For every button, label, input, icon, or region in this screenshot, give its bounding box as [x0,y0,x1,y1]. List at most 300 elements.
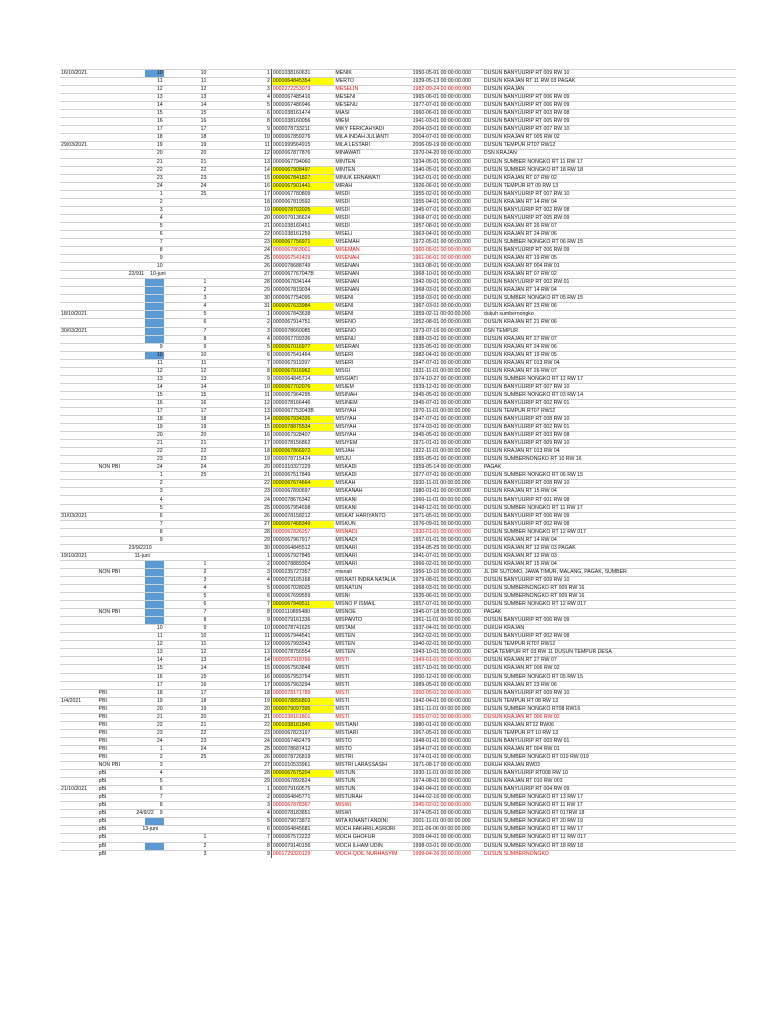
address-cell: DUSUN KRAJAN RT 27 RW 07 [483,335,736,343]
no-a-cell: 3 [145,206,163,214]
dob-cell: 1952-08-01 00:00:00.000 [412,319,483,327]
kk-number-cell: 28 [207,770,271,778]
no-b-cell: 24 [164,464,208,472]
id-number-cell: 0000067928407 [271,432,334,440]
group-cell [98,794,146,802]
name-cell: MERTO [334,78,411,86]
date-cell [60,834,98,842]
dob-cell: 1926-06-01 00:00:00.000 [412,182,483,190]
dob-cell: 1968-07-01 00:00:00.000 [412,214,483,222]
id-number-cell: 0000067767047B [271,271,334,279]
name-cell: MISIEM [334,383,411,391]
id-number-cell: 0000078889304 [271,560,334,568]
id-number-cell: 0000067944541 [271,633,334,641]
address-cell: DUSUN KRAJAN RT 26 RW 07 [483,222,736,230]
date-cell [60,416,98,424]
no-b-cell [164,528,208,536]
name-cell: MOCH ILHAM UDIN [334,842,411,850]
no-a-cell [145,279,163,287]
name-cell: MISTO [334,745,411,753]
address-cell: DUSUN SUMBER NONGKO RT 017RW 18 [483,810,736,818]
date-cell [60,263,98,271]
date-cell [60,214,98,222]
dob-cell: 1974-03-01 00:00:00.000 [412,424,483,432]
kk-number-cell: 10 [207,134,271,142]
address-cell: DUSUN KRAJAN RT 15 RW 04 [483,560,736,568]
address-cell: DUSUN SUMBER NONGKO RT 019 RW 019 [483,753,736,761]
no-b-cell: 2 [164,287,208,295]
name-cell: MISEMAN [334,247,411,255]
date-cell [60,689,98,697]
no-a-cell [145,834,163,842]
no-a-cell: 4 [145,770,163,778]
no-a-cell [145,311,163,319]
table-row [60,585,736,593]
no-a-cell: 13 [145,375,163,383]
group-cell [98,496,146,504]
group-label: pBI [98,842,107,849]
id-number-cell: 0000079073872 [271,818,334,826]
dob-cell: 1974-08-01 00:00:00.000 [412,778,483,786]
group-cell [98,70,146,78]
no-b-cell: 16 [164,118,208,126]
id-number-cell: 0000067819034 [271,287,334,295]
no-a-cell: 23 [145,174,163,182]
group-cell [98,689,146,697]
dob-cell: 1930-11-01 00:00:00.000 [412,770,483,778]
dob-cell: 1942-09-01 00:00:00.000 [412,279,483,287]
no-b-cell: 8 [164,335,208,343]
table-row [60,834,736,842]
kk-number-cell: 23 [207,238,271,246]
address-cell: DUSUN SUMBERNONGKO RT 009 RW 16 [483,593,736,601]
date-cell [60,649,98,657]
kk-number-cell: 4 [207,94,271,102]
id-number-cell: 0000067016977 [271,343,334,351]
no-a-cell [145,327,163,335]
group-label: pBI [98,770,107,777]
no-a-cell: 18 [145,134,163,142]
dob-cell: 1961-11-01 00:00:00.000 [412,617,483,625]
group-cell [98,150,146,158]
no-b-cell: 12 [164,86,208,94]
data-table [60,69,736,858]
dob-cell: 1945-07-18 00:00:00.000 [412,609,483,617]
dob-cell: 1950-05-01 00:00:00.000 [412,70,483,78]
dob-cell: 1951-11-01 00:00:00.000 [412,705,483,713]
table-row [60,222,736,230]
id-number-cell: 0000067028025 [271,585,334,593]
no-b-cell: 7 [164,609,208,617]
no-a-cell: 18 [145,689,163,697]
id-number-cell: 0000067702076 [271,383,334,391]
id-number-cell: 0000067967917 [271,536,334,544]
group-cell [98,399,146,407]
table-row [60,166,736,174]
kk-number-cell: 17 [207,440,271,448]
date-cell [60,729,98,737]
kk-number-cell: 16 [207,182,271,190]
dob-cell: 1945-07-01 00:00:00.000 [412,206,483,214]
table-row [60,343,736,351]
table-row [60,536,736,544]
group-cell [98,729,146,737]
no-b-cell [164,520,208,528]
address-cell: PAGAK [483,609,736,617]
id-number-cell: 0000067753043B [271,407,334,415]
no-a-cell [145,303,163,311]
dob-cell: 1930-11-01 00:00:00.000 [412,480,483,488]
id-number-cell: 0000067918766 [271,657,334,665]
no-a-cell: 21 [145,158,163,166]
name-cell: MISNO P ISMAIL [334,601,411,609]
name-cell: MISTEN [334,633,411,641]
no-b-cell: 23 [164,174,208,182]
no-a-cell: 6 [145,230,163,238]
id-number-cell: 0000067901441 [271,182,334,190]
dob-cell: 1989-05-01 00:00:00.000 [412,681,483,689]
no-b-cell: 11 [164,359,208,367]
id-number-cell: 0001038160056 [271,118,334,126]
date-cell [60,826,98,834]
date-cell [60,359,98,367]
kk-number-cell: 8 [207,842,271,850]
address-cell: DUSUN SUMBERNONGKO RT 10 RW 16 [483,456,736,464]
date-cell [60,753,98,761]
id-number-cell: 0000067823197 [271,729,334,737]
no-b-cell: 11 [164,641,208,649]
group-cell [98,206,146,214]
date-cell [60,496,98,504]
id-number-cell: 0000067866972 [271,448,334,456]
date-cell [60,102,98,110]
no-b-cell: 3 [164,576,208,584]
group-cell [98,641,146,649]
no-b-cell [164,496,208,504]
name-cell: misnati [334,568,411,576]
no-a-cell: 15 [145,665,163,673]
kk-number-cell: 3 [207,802,271,810]
table-row [60,287,736,295]
name-cell: MITA KINANTI ANDINI [334,818,411,826]
address-cell: DUSUN KRAJAN RT 12 RW 03 PAGAK [483,544,736,552]
dob-cell: 1957-01-01 00:00:00.000 [412,536,483,544]
dob-cell: 1948-01-01 00:00:00.000 [412,737,483,745]
table-row [60,762,736,770]
group-cell [98,560,146,568]
dob-cell: 1934-05-01 00:00:00.000 [412,158,483,166]
table-row [60,480,736,488]
date-cell [60,190,98,198]
address-cell: DUSUN SUMBER NONGKO RT 11 RW 17 [483,158,736,166]
name-cell: MOCH QOIL NURHASYIM [334,850,411,858]
name-cell: MISDI [334,214,411,222]
no-b-cell: 5 [164,593,208,601]
no-a-cell: 5 [145,778,163,786]
kk-number-cell: 5 [207,102,271,110]
date-cell [60,504,98,512]
name-cell: MISGI [334,367,411,375]
address-cell: DUSUN KRAJAN RT 006 RW 02 [483,713,736,721]
group-cell [98,818,146,826]
no-b-cell: 23 [164,737,208,745]
table-row [60,335,736,343]
dob-cell: 1947-07-01 00:00:00.000 [412,359,483,367]
table-row [60,697,736,705]
date-cell [60,794,98,802]
no-b-cell [164,214,208,222]
no-b-cell [164,544,208,552]
table-row [60,94,736,102]
table-row [60,786,736,794]
id-number-cell: 0000067878367 [271,802,334,810]
name-cell: MISDI [334,206,411,214]
name-cell: MISTI [334,705,411,713]
name-cell: MISIYAH [334,416,411,424]
kk-number-cell: 5 [207,818,271,826]
no-a-cell: 24 [145,737,163,745]
no-a-cell [145,617,163,625]
group-cell [98,295,146,303]
date-cell [60,391,98,399]
date-cell [60,375,98,383]
name-cell: MISINAH [334,391,411,399]
kk-number-cell: 25 [207,504,271,512]
group-label: pBI [98,826,107,833]
name-cell: MISWI [334,810,411,818]
no-a-cell: 13 [145,649,163,657]
id-number-cell: 0001038160451 [271,222,334,230]
sub-number-label: 22/911 [128,271,145,278]
name-cell: MISTI [334,689,411,697]
kk-number-cell: 9 [207,850,271,858]
dob-cell: 1971-08-17 00:00:00.000 [412,762,483,770]
group-cell [98,834,146,842]
group-cell [98,311,146,319]
id-number-cell: 0000067563848 [271,665,334,673]
table-row [60,174,736,182]
address-cell: DUSUN BANYUURIP RT008 RW 10 [483,770,736,778]
group-cell [98,174,146,182]
no-a-cell: 15 [145,391,163,399]
group-cell [98,681,146,689]
address-cell: DUSUN KRAJAN RT 26 RW 07 [483,367,736,375]
group-cell [98,762,146,770]
kk-number-cell: 9 [207,375,271,383]
dob-cell: 1935-05-01 00:00:00.000 [412,343,483,351]
no-b-cell: 4 [164,585,208,593]
no-b-cell: 22 [164,166,208,174]
dob-cell: 1941-07-01 00:00:00.000 [412,552,483,560]
id-number-cell: 0000078756554 [271,649,334,657]
name-cell: MIRAH [334,182,411,190]
dob-cell: 1957-08-01 00:00:00.000 [412,222,483,230]
address-cell: DUSUN BANYUURIP RT 002 RW 01 [483,399,736,407]
date-cell [60,560,98,568]
no-a-cell: 1 [145,745,163,753]
no-b-cell [164,810,208,818]
group-cell [98,126,146,134]
kk-number-cell: 27 [207,520,271,528]
date-cell [60,544,98,552]
dob-cell: 1930-01-01 00:00:00.000 [412,528,483,536]
dob-cell: 1949-01-01 00:00:00.000 [412,657,483,665]
no-a-cell: 20 [145,432,163,440]
group-cell [98,568,146,576]
kk-number-cell: 15 [207,424,271,432]
date-cell [60,810,98,818]
kk-number-cell: 19 [207,456,271,464]
kk-number-cell: 14 [207,416,271,424]
group-cell [98,230,146,238]
id-number-cell: 0000067794060 [271,158,334,166]
no-b-cell [164,480,208,488]
name-cell: MISIYEM [334,440,411,448]
date-cell [60,818,98,826]
kk-number-cell: 24 [207,247,271,255]
name-cell: MISTEN [334,641,411,649]
date-cell [60,601,98,609]
id-number-cell: 0000067877876 [271,150,334,158]
dob-cell: 2001-11-01 00:00:00.000 [412,818,483,826]
no-b-cell: 1 [164,834,208,842]
date-cell [60,576,98,584]
id-number-cell: 0000078856803 [271,697,334,705]
no-a-cell: 16 [145,118,163,126]
no-b-cell: 21 [164,721,208,729]
no-a-cell: 7 [145,794,163,802]
name-cell: MISENU [334,335,411,343]
address-cell: DUSUN KRAJAN RT 23 RW 06 [483,303,736,311]
address-cell: DUSUN SUMBER NONGKO RT 18 RW 18 [483,842,736,850]
table-row [60,311,736,319]
no-b-cell: 25 [164,753,208,761]
date-cell [60,456,98,464]
no-b-cell: 18 [164,697,208,705]
table-row [60,552,736,560]
id-number-cell: 0000067517849 [271,472,334,480]
name-cell: MISKANAH [334,488,411,496]
id-number-cell: 0000067541464 [271,351,334,359]
dob-cell: 1954-07-01 00:00:00.000 [412,745,483,753]
group-label: PBI [98,737,107,744]
date-cell [60,802,98,810]
no-b-cell: 21 [164,440,208,448]
no-a-cell: 4 [145,496,163,504]
address-cell: DUSUN SUMBER NONGKO RT 12 RW 017 [483,834,736,842]
id-number-cell: 0000067633984 [271,303,334,311]
kk-number-cell: 28 [207,528,271,536]
no-a-cell: 7 [145,238,163,246]
dob-cell: 1955-07-01 00:00:00.000 [412,713,483,721]
id-number-cell: 0000067927845 [271,552,334,560]
name-cell: MINTEN [334,166,411,174]
table-row [60,576,736,584]
kk-number-cell: 27 [207,762,271,770]
no-b-cell [164,206,208,214]
kk-number-cell: 7 [207,834,271,842]
no-b-cell: 18 [164,134,208,142]
table-row [60,190,736,198]
no-a-cell: 11 [145,633,163,641]
id-number-cell: 0001729320129 [271,850,334,858]
group-cell [98,721,146,729]
no-b-cell: 10 [164,70,208,78]
date-cell [60,238,98,246]
dob-cell: 1941-03-01 00:00:00.000 [412,118,483,126]
no-a-cell: 2 [145,198,163,206]
dob-cell: 1977-07-01 00:00:00.000 [412,472,483,480]
id-number-cell: 0001038160631 [271,70,334,78]
date-cell [60,617,98,625]
name-cell: MISENAN [334,271,411,279]
name-cell: MISENO [334,319,411,327]
no-a-cell: 24 [145,464,163,472]
dob-cell: 1974-05-01 00:00:00.000 [412,810,483,818]
no-b-cell: 6 [164,319,208,327]
group-label: PBI [98,754,107,760]
date-cell [60,118,98,126]
no-b-cell: 1 [164,279,208,287]
kk-number-cell: 17 [207,681,271,689]
no-a-cell: 6 [145,786,163,794]
date-cell [60,271,98,279]
name-cell: MINUK ERNAWATI [334,174,411,182]
no-a-cell: 10 [145,351,163,359]
kk-number-cell: 26 [207,263,271,271]
kk-number-cell: 26 [207,512,271,520]
kk-number-cell: 4 [207,335,271,343]
no-a-cell: 8 [145,247,163,255]
no-b-cell [164,512,208,520]
group-label: pBI [98,818,107,825]
name-cell: MISEMAH [334,238,411,246]
id-number-cell: 0000067780809 [271,190,334,198]
address-cell: DUSUN KRAJAN RT 006 RW 02 [483,665,736,673]
date-cell [60,673,98,681]
table-row [60,383,736,391]
group-cell [98,78,146,86]
address-cell: DUSUN TEMPUR RT 08 RW 13 [483,697,736,705]
table-row [60,70,736,78]
date-cell [60,166,98,174]
dob-cell: 1963-08-01 00:00:00.000 [412,263,483,271]
address-cell: DSN KRAJAN [483,150,736,158]
name-cell: MENIK [334,70,411,78]
table-row [60,689,736,697]
dob-cell: 1945-07-01 00:00:00.000 [412,399,483,407]
kk-number-cell: 22 [207,230,271,238]
name-cell: MISERI [334,359,411,367]
dob-cell: 1968-03-01 00:00:00.000 [412,287,483,295]
id-number-cell: 0000067482479 [271,737,334,745]
id-number-cell: 0000067485416 [271,94,334,102]
no-a-cell: 21 [145,713,163,721]
no-a-cell: 20 [145,705,163,713]
date-cell [60,440,98,448]
group-cell [98,359,146,367]
table-row [60,407,736,415]
address-cell: DUSUN SUMBER NONGKO RT 20 RW 19 [483,818,736,826]
group-cell [98,383,146,391]
name-cell: MISENAN [334,287,411,295]
table-row [60,560,736,568]
date-cell [60,247,98,255]
no-a-cell: 22 [145,721,163,729]
address-cell: DUSUN SUMBER NONGKO RT 18 RW 18 [483,166,736,174]
name-cell: MISENI [334,311,411,319]
group-cell [98,94,146,102]
